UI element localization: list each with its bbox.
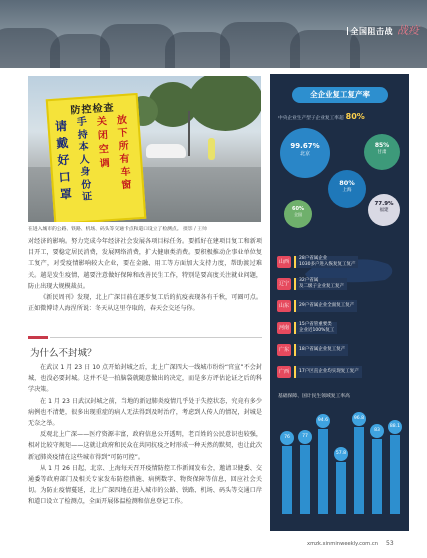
footer-url: xmzk.xinminweekly.com.cn [307,541,378,547]
bar [372,439,382,514]
bar [336,462,346,514]
infographic-panel [270,74,409,531]
infographic-title: 全企业复工复产率 [292,87,388,103]
sign-column: 请戴好口罩 [54,118,73,202]
car-shape [146,144,186,158]
bar [282,446,292,514]
stat-circle-fujian: 77.9% 福建 [368,194,400,226]
paragraph: 从 1 月 26 日起，北京、上海每天召开疫情防控工作新闻发布会，邀请卫健委、交通委等政府部门及相关专家发布防控措施、病例数字、物资保障等信息，回应社会关切。为防止疫情蔓延，北上广深四地在进入城市的公路、铁路、机场、码头等交通口岸和道口设立了检测点，全面开展体温检测和信息登记工作。 [28,464,262,506]
infographic-subtitle: 中央企业生产型子企业复工率超 80% [278,112,365,121]
bar [390,435,400,514]
bar-value-label: 88.1 [388,420,402,434]
sign-column: 关闭空调 [96,116,111,170]
header-banner [0,0,427,68]
page-footer [307,540,394,547]
sign-column: 手持本人身份证 [76,116,93,204]
sign-title: 防控检查 [70,102,115,117]
person-shape [208,138,215,160]
bar [318,429,328,514]
checkpoint-photo [28,76,261,222]
bar-value-label: 57.8 [334,447,348,461]
bar-value-label: 96.8 [352,412,366,426]
photo-credit: 摄影 / 王帅 [183,227,207,232]
paragraph: 反观北上广深——医疗资源丰富，政府信息公开透明，老百姓的公民意识也较强，相对比较守规矩——这就让政府和民众在共同抗疫之时形成一种天然的默契，也让此次新冠肺炎疫情在这些城市得到“可防可控”。 [28,431,262,461]
stat-circle-shanghai: 80% 上海 [328,170,366,208]
paragraph: 在武汉 1 月 23 日 10 点开始封城之后，北上广深四大一线城市纷纷“官宣”不会封城，也没必要封城。这并不是一拍脑袋就随意做出的决定，而是多方评估论证之后的科学决策。 [28,364,262,394]
page-number: 53 [386,540,394,547]
province-badge: 河南 [277,322,291,334]
province-stat: 17户区直企业均实现复工复产 [294,366,362,378]
checkpoint-sign [46,93,147,222]
photo-caption: 在进入城市的公路、铁路、机场、码头等交通卡点和道口设立了检测点。 摄影 / 王帅 [28,227,207,232]
province-stat: 29户省属企业全面复工复产 [294,300,357,312]
paragraph: 在 1 月 23 日武汉封城之前，当地的新冠肺炎疫情几乎处于失控状态，究竟有多少病例也不清楚，很多出现重症的病人无法得到及时治疗，考虑到人传人的情况，封城是无奈之举。 [28,397,262,428]
bar-value-label: 76 [280,431,294,445]
stat-circle-gansu: 85% 甘肃 [364,134,400,170]
section-heading: 为什么不封城？ [30,348,97,359]
header-logo-mark: 战疫 [397,24,419,37]
bar [300,445,310,514]
stat-circle-national: 60% 全国 [284,200,312,228]
province-badge: 辽宁 [277,278,291,290]
province-badge: 广西 [277,366,291,378]
province-badge: 广东 [277,344,291,356]
province-badge: 山西 [277,256,291,268]
province-stat: 32户省属 及二级子企业复工复产 [294,278,347,290]
stat-circle-beijing: 99.67% 北京 [280,128,330,178]
province-stat: 28户省属企业 1030多户进入恢复复工复产 [294,256,358,268]
section-divider [50,337,262,338]
bar-value-label: 94.6 [316,414,330,428]
section-header-title: 全国阻击战 [347,26,394,37]
subtitle-percent: 80% [345,112,365,121]
body-text-top [28,236,262,314]
body-text-bottom [28,362,262,508]
bar-value-label: 83 [370,424,384,438]
bar [354,427,364,514]
province-stat: 18户省属企业复工复产 [294,344,348,356]
sign-column: 放下所有车窗 [116,114,132,192]
province-badge: 山东 [277,300,291,312]
province-stat: 15户省管重要类 企业近100%复工 [294,322,337,334]
bar-chart-title: 基础保障、国计民生领域复工率高 [278,394,350,399]
paragraph: 《新民周刊》发现，北上广深目前在逐步复工后的抗疫表现各有千秋，可圈可点。正如微博诗人海涅所说：冬天从这里夺取的，春天会交还与你。 [28,294,262,313]
section-accent-bar [28,336,48,339]
paragraph: 对经济的影响。努力完成今年经济社会发展各项目标任务。要抓好在建项目复工和新项目开工，要稳定居民消费，发展网络消费，扩大健康类消费。要积极推动企事业单位复工复产，对受疫情影响较大企业，要在金融、用工等方面加大支持力度，帮助渡过难关。越是发生疫情，越要注意做好保障和改善民生工作，特别是要高度关注就业问题，防止出现大规模裁员。 [28,238,262,290]
bar-value-label: 77 [298,430,312,444]
